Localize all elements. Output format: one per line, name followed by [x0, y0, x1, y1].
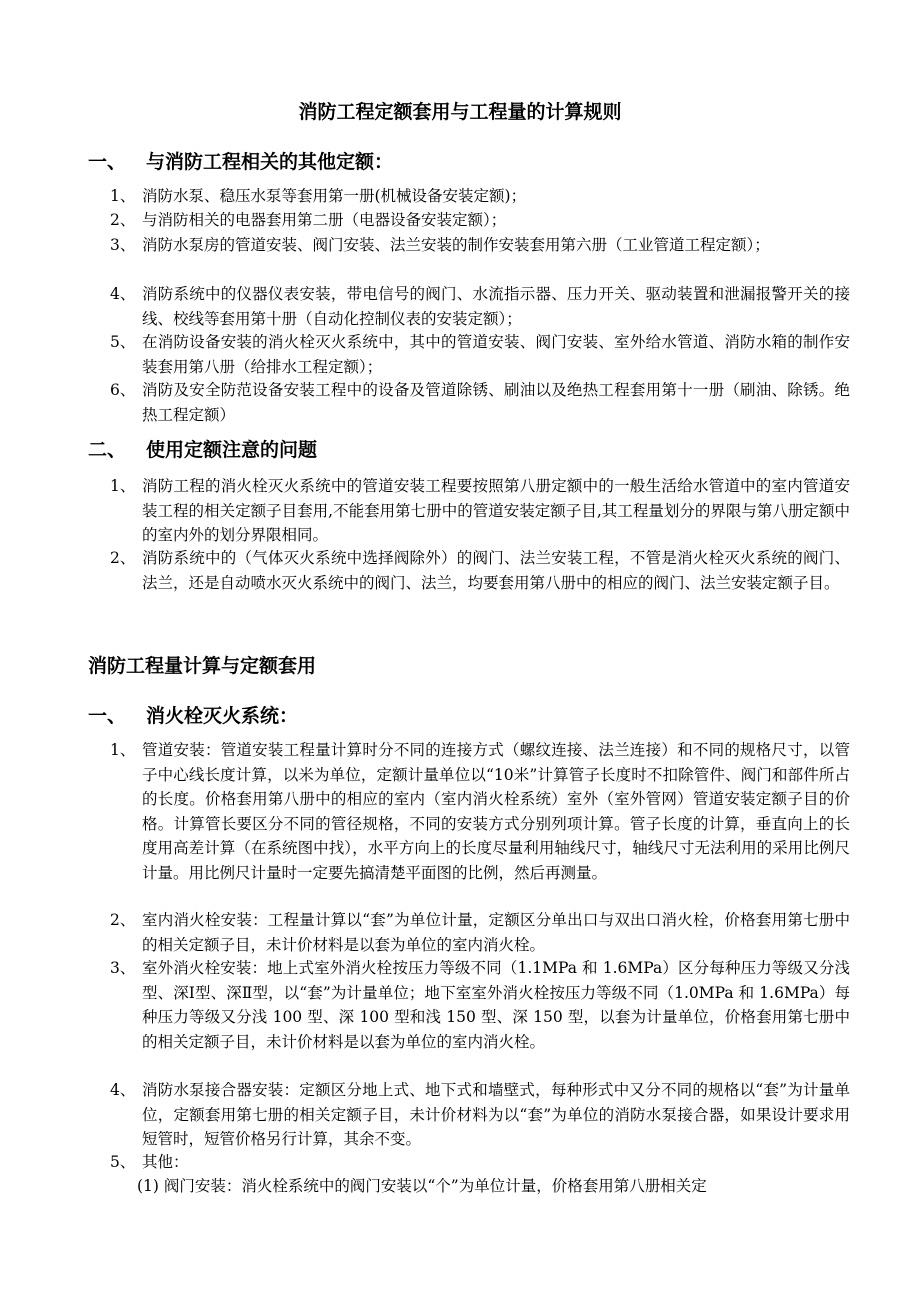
list-item	[110, 184, 850, 209]
section-title: 使用定额注意的问题	[146, 439, 318, 461]
list-item	[110, 1078, 850, 1152]
item-number: 2、	[110, 911, 136, 929]
list-item	[110, 1150, 850, 1175]
item-number: 3、	[110, 959, 136, 977]
item-text: 与消防相关的电器套用第二册（电器设备安装定额）；	[142, 211, 507, 229]
document-title: 消防工程定额套用与工程量的计算规则	[298, 101, 622, 123]
item-number: 2、	[110, 211, 136, 229]
item-number: 1、	[110, 477, 136, 495]
item-text: 消防及安全防范设备安装工程中的设备及管道除锈、刷油以及绝热工程套用第十一册（刷油、除锈。绝热工程定额）	[142, 381, 850, 424]
list-item	[110, 378, 850, 427]
list-item	[110, 908, 850, 957]
section-number: 一、	[88, 151, 127, 173]
section-title: 与消防工程相关的其他定额：	[146, 151, 394, 173]
item-text: 在消防设备安装的消火栓灭火系统中，其中的管道安装、阀门安装、室外给水管道、消防水箱的制作安装套用第八册（给排水工程定额）；	[142, 333, 850, 376]
section-heading-2	[88, 436, 317, 464]
item-text: 其他：	[142, 1153, 189, 1171]
item-number: 1、	[110, 741, 136, 759]
list-item	[110, 233, 850, 258]
item-number: 2、	[110, 549, 136, 567]
item-number: 6、	[110, 381, 136, 399]
part-title: 消防工程量计算与定额套用	[88, 655, 317, 677]
item-text: 消防工程的消火栓灭火系统中的管道安装工程要按照第八册定额中的一般生活给水管道中的室内管道安装工程的相关定额子目套用,不能套用第七册中的管道安装定额子目,其工程量划分的界限与第八册定额中的室内外的划分界限相同。	[142, 477, 850, 544]
list-item	[110, 546, 850, 595]
section-number: 一、	[88, 705, 127, 727]
item-number: 4、	[110, 285, 136, 303]
list-item	[110, 956, 850, 1054]
list-item	[110, 474, 850, 548]
item-text: 消防系统中的仪器仪表安装，带电信号的阀门、水流指示器、压力开关、驱动装置和泄漏报警开关的接线、校线等套用第十册（自动化控制仪表的安装定额）；	[142, 285, 850, 328]
item-number: 5、	[110, 1153, 136, 1171]
item-text: 消防水泵房的管道安装、阀门安装、法兰安装的制作安装套用第六册（工业管道工程定额）；	[142, 236, 770, 254]
section-number: 二、	[88, 439, 127, 461]
section-title: 消火栓灭火系统：	[146, 705, 299, 727]
section-heading-3	[88, 702, 298, 730]
item-text: 室外消火栓安装：地上式室外消火栓按压力等级不同（1.1MPa 和 1.6MPa）区分每种压力等级又分浅型、深Ⅰ型、深Ⅱ型，以“套”为计量单位；地下室室外消火栓按压力等级不同（1.0MPa 和 1.6MPa）每种压力等级又分浅 100 型、深 100 型和浅 150 型、深 150 型，以套为计量单位，价格套用第七册中的相关定额子目，未计价材料是以套为单位的室内消火栓。	[142, 959, 850, 1051]
item-text: 管道安装：管道安装工程量计算时分不同的连接方式（螺纹连接、法兰连接）和不同的规格尺寸，以管子中心线长度计算，以米为单位，定额计量单位以“10米”计算管子长度时不扣除管件、阀门和部件所占的长度。价格套用第八册中的相应的室内（室内消火栓系统）室外（室外管网）管道安装定额子目的价格。计算管长要区分不同的管径规格，不同的安装方式分别列项计算。管子长度的计算，垂直向上的长度用高差计算（在系统图中找），水平方向上的长度尽量利用轴线尺寸，轴线尺寸无法利用的采用比例尺计量。用比例尺计量时一定要先搞清楚平面图的比例，然后再测量。	[142, 741, 850, 882]
item-number: 4、	[110, 1081, 136, 1099]
item-number: 3、	[110, 236, 136, 254]
sub-list-item: (1) 阀门安装：消火栓系统中的阀门安装以“个”为单位计量，价格套用第八册相关定	[137, 1177, 707, 1195]
section-heading-1	[88, 148, 393, 176]
item-number: 1、	[110, 187, 136, 205]
item-text: 消防水泵接合器安装：定额区分地上式、地下式和墙壁式，每种形式中又分不同的规格以“套”为计量单位，定额套用第七册的相关定额子目，未计价材料为以“套”为单位的消防水泵接合器，如果设计要求用短管时，短管价格另行计算，其余不变。	[142, 1081, 850, 1148]
item-text: 室内消火栓安装：工程量计算以“套”为单位计量，定额区分单出口与双出口消火栓，价格套用第七册中的相关定额子目，未计价材料是以套为单位的室内消火栓。	[142, 911, 850, 954]
item-text: 消防水泵、稳压水泵等套用第一册(机械设备安装定额)；	[142, 187, 527, 205]
list-item	[110, 330, 850, 379]
item-number: 5、	[110, 333, 136, 351]
list-item	[110, 738, 850, 885]
list-item	[110, 208, 850, 233]
list-item	[110, 282, 850, 331]
item-text: 消防系统中的（气体灭火系统中选择阀除外）的阀门、法兰安装工程，不管是消火栓灭火系统的阀门、法兰，还是自动喷水灭火系统中的阀门、法兰，均要套用第八册中的相应的阀门、法兰安装定额子目。	[142, 549, 850, 592]
